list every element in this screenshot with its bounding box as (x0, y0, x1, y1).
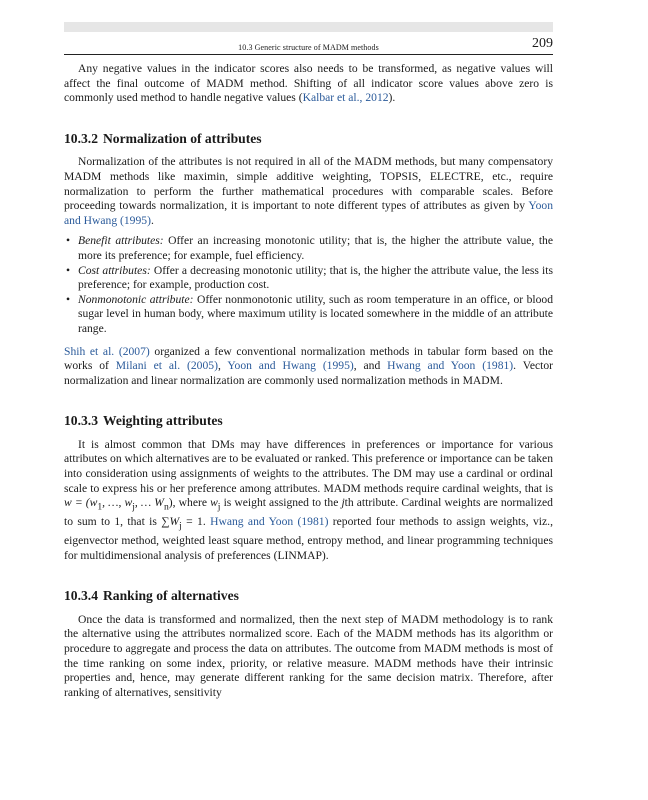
section-heading-10-3-3: 10.3.3 Weighting attributes (64, 413, 223, 429)
list-item: • Cost attributes: Offer a decreasing monotonic utility; that is, the higher the attribute value, the less its preference; for example, production cost. (66, 263, 554, 292)
bullet: • (66, 234, 71, 248)
bullet: • (66, 292, 71, 306)
bullet: • (66, 263, 71, 277)
citation-link[interactable]: Shih et al. (2007) (64, 344, 150, 358)
citation-link[interactable]: Hwang and Yoon (1981) (210, 515, 329, 529)
page-number: 209 (532, 36, 553, 51)
citation-link[interactable]: Hwang and Yoon (1981) (387, 359, 514, 373)
weighting-paragraph: It is almost common that DMs may have differences in preferences or importance for various attributes on which alternatives are to be evaluated or ranked. This preference or importance can be taken into consideration using assignments of weights to the attributes. The DM may use a cardinal or ordinal scale to express his or her preference among attributes. MADM methods require cardinal weights, that is $w = (w_1$, …, $w_j$, … $W_n$), where $w_j$ is weight assigned to the jth attribute. Cardinal weights are normalized to sum to 1, that is $\sum W_j = 1$. Hwang and Yoon (1981) reported four methods to assign weights, viz., eigenvector method, weighted least square method, entropy method, and linear programming techniques for multidimensional analysis of preferences (LINMAP). (64, 437, 553, 562)
section-heading-10-3-4: 10.3.4 Ranking of alternatives (64, 588, 239, 604)
citation-link[interactable]: Kalbar et al., 2012 (302, 91, 389, 105)
citation-link[interactable]: Yoon and Hwang (1995) (64, 199, 553, 227)
intro-paragraph: Any negative values in the indicator scores also needs to be transformed, as negative values will affect the final outcome of MADM method. Shifting of all indicator score values above zero is commonly used method to handle negative values (Kalbar et al., 2012). (64, 62, 553, 105)
normalization-methods-paragraph: Shih et al. (2007) organized a few conventional normalization methods in tabular form based on the works of Milani et al. (2005), Yoon and Hwang (1995), and Hwang and Yoon (1981). Vector normalization and linear normalization are commonly used normalization methods in MADM. (64, 344, 554, 387)
citation-link[interactable]: Milani et al. (2005) (115, 359, 218, 373)
list-item: • Benefit attributes: Offer an increasing monotonic utility; that is, the higher the attribute value, the more its preference; for example, fuel efficiency. (66, 234, 553, 262)
attribute-types-list (64, 234, 553, 336)
list-item: • Nonmonotonic attribute: Offer nonmonotonic utility, such as room temperature in an office, or blood sugar level in human body, where maximum utility is located somewhere in the middle of an attribute range. (66, 292, 553, 335)
running-header (64, 36, 553, 55)
normalization-paragraph: Normalization of the attributes is not required in all of the MADM methods, but many compensatory MADM methods like maximin, simple additive weighting, TOPSIS, ELECTRE, etc., require normalization to perform the further mathematical procedures with comparable scales. Before proceeding towards normalization, it is important to note different types of attributes as given by Yoon and Hwang (1995). (64, 155, 553, 227)
body-text (64, 62, 553, 700)
section-heading-10-3-2: 10.3.2 Normalization of attributes (64, 130, 262, 146)
ranking-paragraph: Once the data is transformed and normalized, then the next step of MADM methodology is to rank the alternative using the attributes normalized score. Each of the MADM methods has its algorithm or procedure to aggregate and process the data on attributes. The outcome from MADM methods is most of the time ranking on some index, priority, or relative measure. MADM methods have their intrinsic properties and, hence, may generate different ranking for the same decision matrix. Therefore, after ranking of alternatives, sensitivity (64, 612, 553, 699)
top-gray-bar (64, 22, 553, 32)
citation-link[interactable]: Yoon and Hwang (1995) (227, 359, 354, 373)
running-title: 10.3 Generic structure of MADM methods (238, 43, 379, 52)
